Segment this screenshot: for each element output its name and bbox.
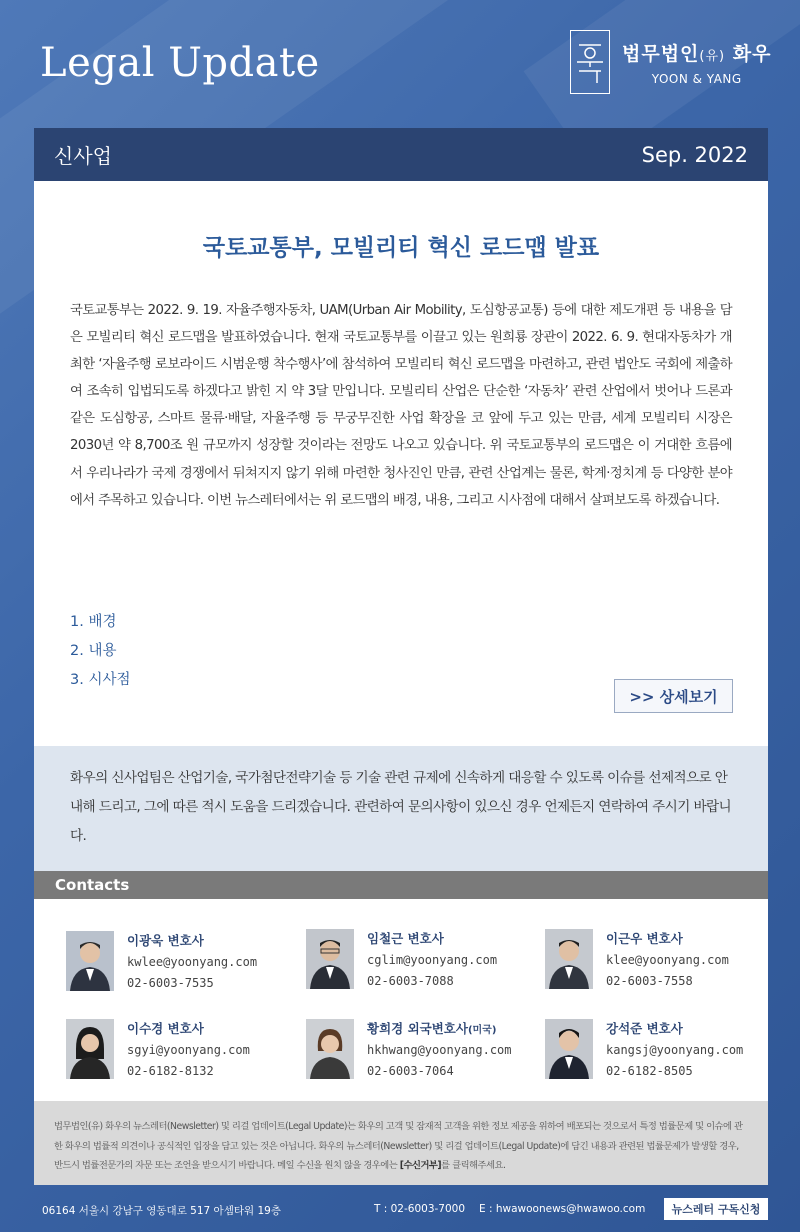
contact-phone: 02-6003-7535 — [127, 976, 214, 990]
disclaimer-tail: 를 클릭해주세요. — [441, 1160, 506, 1171]
contact-phone: 02-6003-7088 — [367, 974, 454, 988]
unsubscribe-link[interactable]: [수신거부] — [399, 1160, 442, 1171]
article-body: 국토교통부는 2022. 9. 19. 자율주행자동차, UAM(Urban Air Mobility, 도심항공교통) 등에 대한 제도개편 등 내용을 담은 모빌리티 혁신 로드맵을 발표하였습니다. 현재 국토교통부를 이끌고 있는 원희룡 장관이 2022. 6. 9. 현대자동차가 개최한 ‘자율주행 로보라이드 시범운행 착수행사’에 참석하여 모빌리티 혁신 로드맵을 마련하고, 관련 법안도 국회에 제출하여 조속히 입법되도록 하겠다고 밝힌 지 약 3달 만입니다. 모빌리티 산업은 단순한 ‘자동차’ 관련 산업에서 벗어나 드론과 같은 도심항공, 스마트 물류·배달, 자율주행 등 무궁무진한 사업 확장을 코 앞에 두고 있는 만큼, 세계 모빌리티 시장은 2030년 약 8,700조 원 규모까지 성장할 것이라는 전망도 나오고 있습니다. 위 국토교통부의 로드맵은 이 거대한 흐름에서 우리나라가 국제 경쟁에서 뒤쳐지지 않기 위해 마련한 청사진인 만큼, 관련 산업계는 물론, 학계·정치계 등 다양한 분야에서 주목하고 있습니다. 이번 뉴스레터에서는 위 로드맵의 배경, 내용, 그리고 시사점에 대해서 살펴보도록 하겠습니다. — [70, 303, 732, 508]
footer-phone: T : 02-6003-7000 — [374, 1203, 466, 1215]
contact-email[interactable]: hkhwang@yoonyang.com — [367, 1043, 512, 1057]
contact-email[interactable]: kangsj@yoonyang.com — [606, 1043, 744, 1057]
article-title: 국토교통부, 모빌리티 혁신 로드맵 발표 — [202, 235, 600, 261]
contact-card — [545, 929, 775, 999]
disclaimer-text: 법무법인(유) 화우의 뉴스레터(Newsletter) 및 리걸 업데이트(Legal Update)는 화우의 고객 및 잠재적 고객을 위한 정보 제공을 위하여 배포되는 것으로서 특정 법률문제 및 이슈에 관한 화우의 법률적 의견이나 공식적인 입장을 담고 있는 것은 아닙니다. 화우의 뉴스레터(Newsletter) 및 리걸 업데이트(Legal Update)에 담긴 내용과 관련된 법률문제가 발생할 경우, 반드시 법률전문가의 자문 또는 조언을 받으시기 바랍니다. 메일 수신을 원치 않을 경우에는 — [54, 1121, 743, 1171]
contact-phone: 02-6182-8132 — [127, 1064, 214, 1078]
lawyer-photo — [66, 1019, 114, 1079]
subscribe-button[interactable]: 뉴스레터 구독신청 — [664, 1198, 768, 1220]
team-notice — [34, 746, 768, 871]
footer-email[interactable]: E : hwawoonews@hwawoo.com — [479, 1203, 646, 1215]
notice-text: 화우의 신사업팀은 산업기술, 국가첨단전략기술 등 기술 관련 규제에 신속하게 대응할 수 있도록 이슈를 선제적으로 안내해 드리고, 그에 따른 적시 도움을 드리겠습니다. 관련하여 문의사항이 있으신 경우 언제든지 연락하여 주시기 바랍니다. — [70, 770, 732, 844]
contact-name: 강석준 변호사 — [606, 1021, 683, 1036]
contact-name-suffix: (미국) — [467, 1025, 497, 1036]
contact-name: 임철근 변호사 — [367, 931, 444, 946]
toc-item[interactable]: 2. 내용 — [70, 643, 117, 659]
footer-address: 06164 서울시 강남구 영동대로 517 아셈타워 19층 — [42, 1205, 281, 1217]
lawyer-photo — [306, 929, 354, 989]
disclaimer — [34, 1101, 768, 1185]
section-bar — [34, 128, 768, 181]
contact-phone: 02-6003-7558 — [606, 974, 693, 988]
section-category: 신사업 — [54, 144, 112, 168]
read-more-button[interactable]: >> 상세보기 — [614, 679, 733, 713]
contact-name: 이근우 변호사 — [606, 931, 683, 946]
contact-name: 황희경 외국변호사(미국) — [367, 1021, 497, 1036]
contact-phone: 02-6003-7064 — [367, 1064, 454, 1078]
contact-card — [545, 1019, 775, 1089]
lawyer-photo — [306, 1019, 354, 1079]
contact-phone: 02-6182-8505 — [606, 1064, 693, 1078]
logo-firm-name: 화우 — [732, 42, 772, 65]
logo-mark-icon — [570, 30, 610, 94]
footer — [34, 1185, 768, 1232]
logo-firm-paren: (유) — [699, 48, 726, 64]
contacts-section — [34, 899, 768, 1101]
contact-email[interactable]: sgyi@yoonyang.com — [127, 1043, 250, 1057]
contact-email[interactable]: cglim@yoonyang.com — [367, 953, 498, 967]
lawyer-photo — [545, 929, 593, 989]
issue-date: Sep. 2022 — [641, 142, 748, 167]
toc-item[interactable]: 1. 배경 — [70, 614, 117, 630]
newsletter-title: Legal Update — [40, 40, 320, 86]
lawyer-photo — [66, 931, 114, 991]
table-of-contents — [70, 608, 130, 695]
contacts-heading: Contacts — [34, 871, 768, 899]
contact-email[interactable]: kwlee@yoonyang.com — [127, 955, 258, 969]
lawyer-photo — [545, 1019, 593, 1079]
logo-english-name: YOON & YANG — [651, 71, 742, 86]
contact-name: 이수경 변호사 — [127, 1021, 204, 1036]
contact-card — [306, 929, 536, 999]
logo-firm-type: 법무법인 — [622, 42, 700, 65]
contact-card — [66, 1019, 296, 1089]
toc-item[interactable]: 3. 시사점 — [70, 672, 131, 688]
contact-card — [66, 931, 296, 1001]
contact-email[interactable]: klee@yoonyang.com — [606, 953, 729, 967]
contact-name: 이광욱 변호사 — [127, 933, 204, 948]
article-panel — [34, 181, 768, 746]
contact-card — [306, 1019, 536, 1089]
firm-logo — [570, 30, 771, 94]
